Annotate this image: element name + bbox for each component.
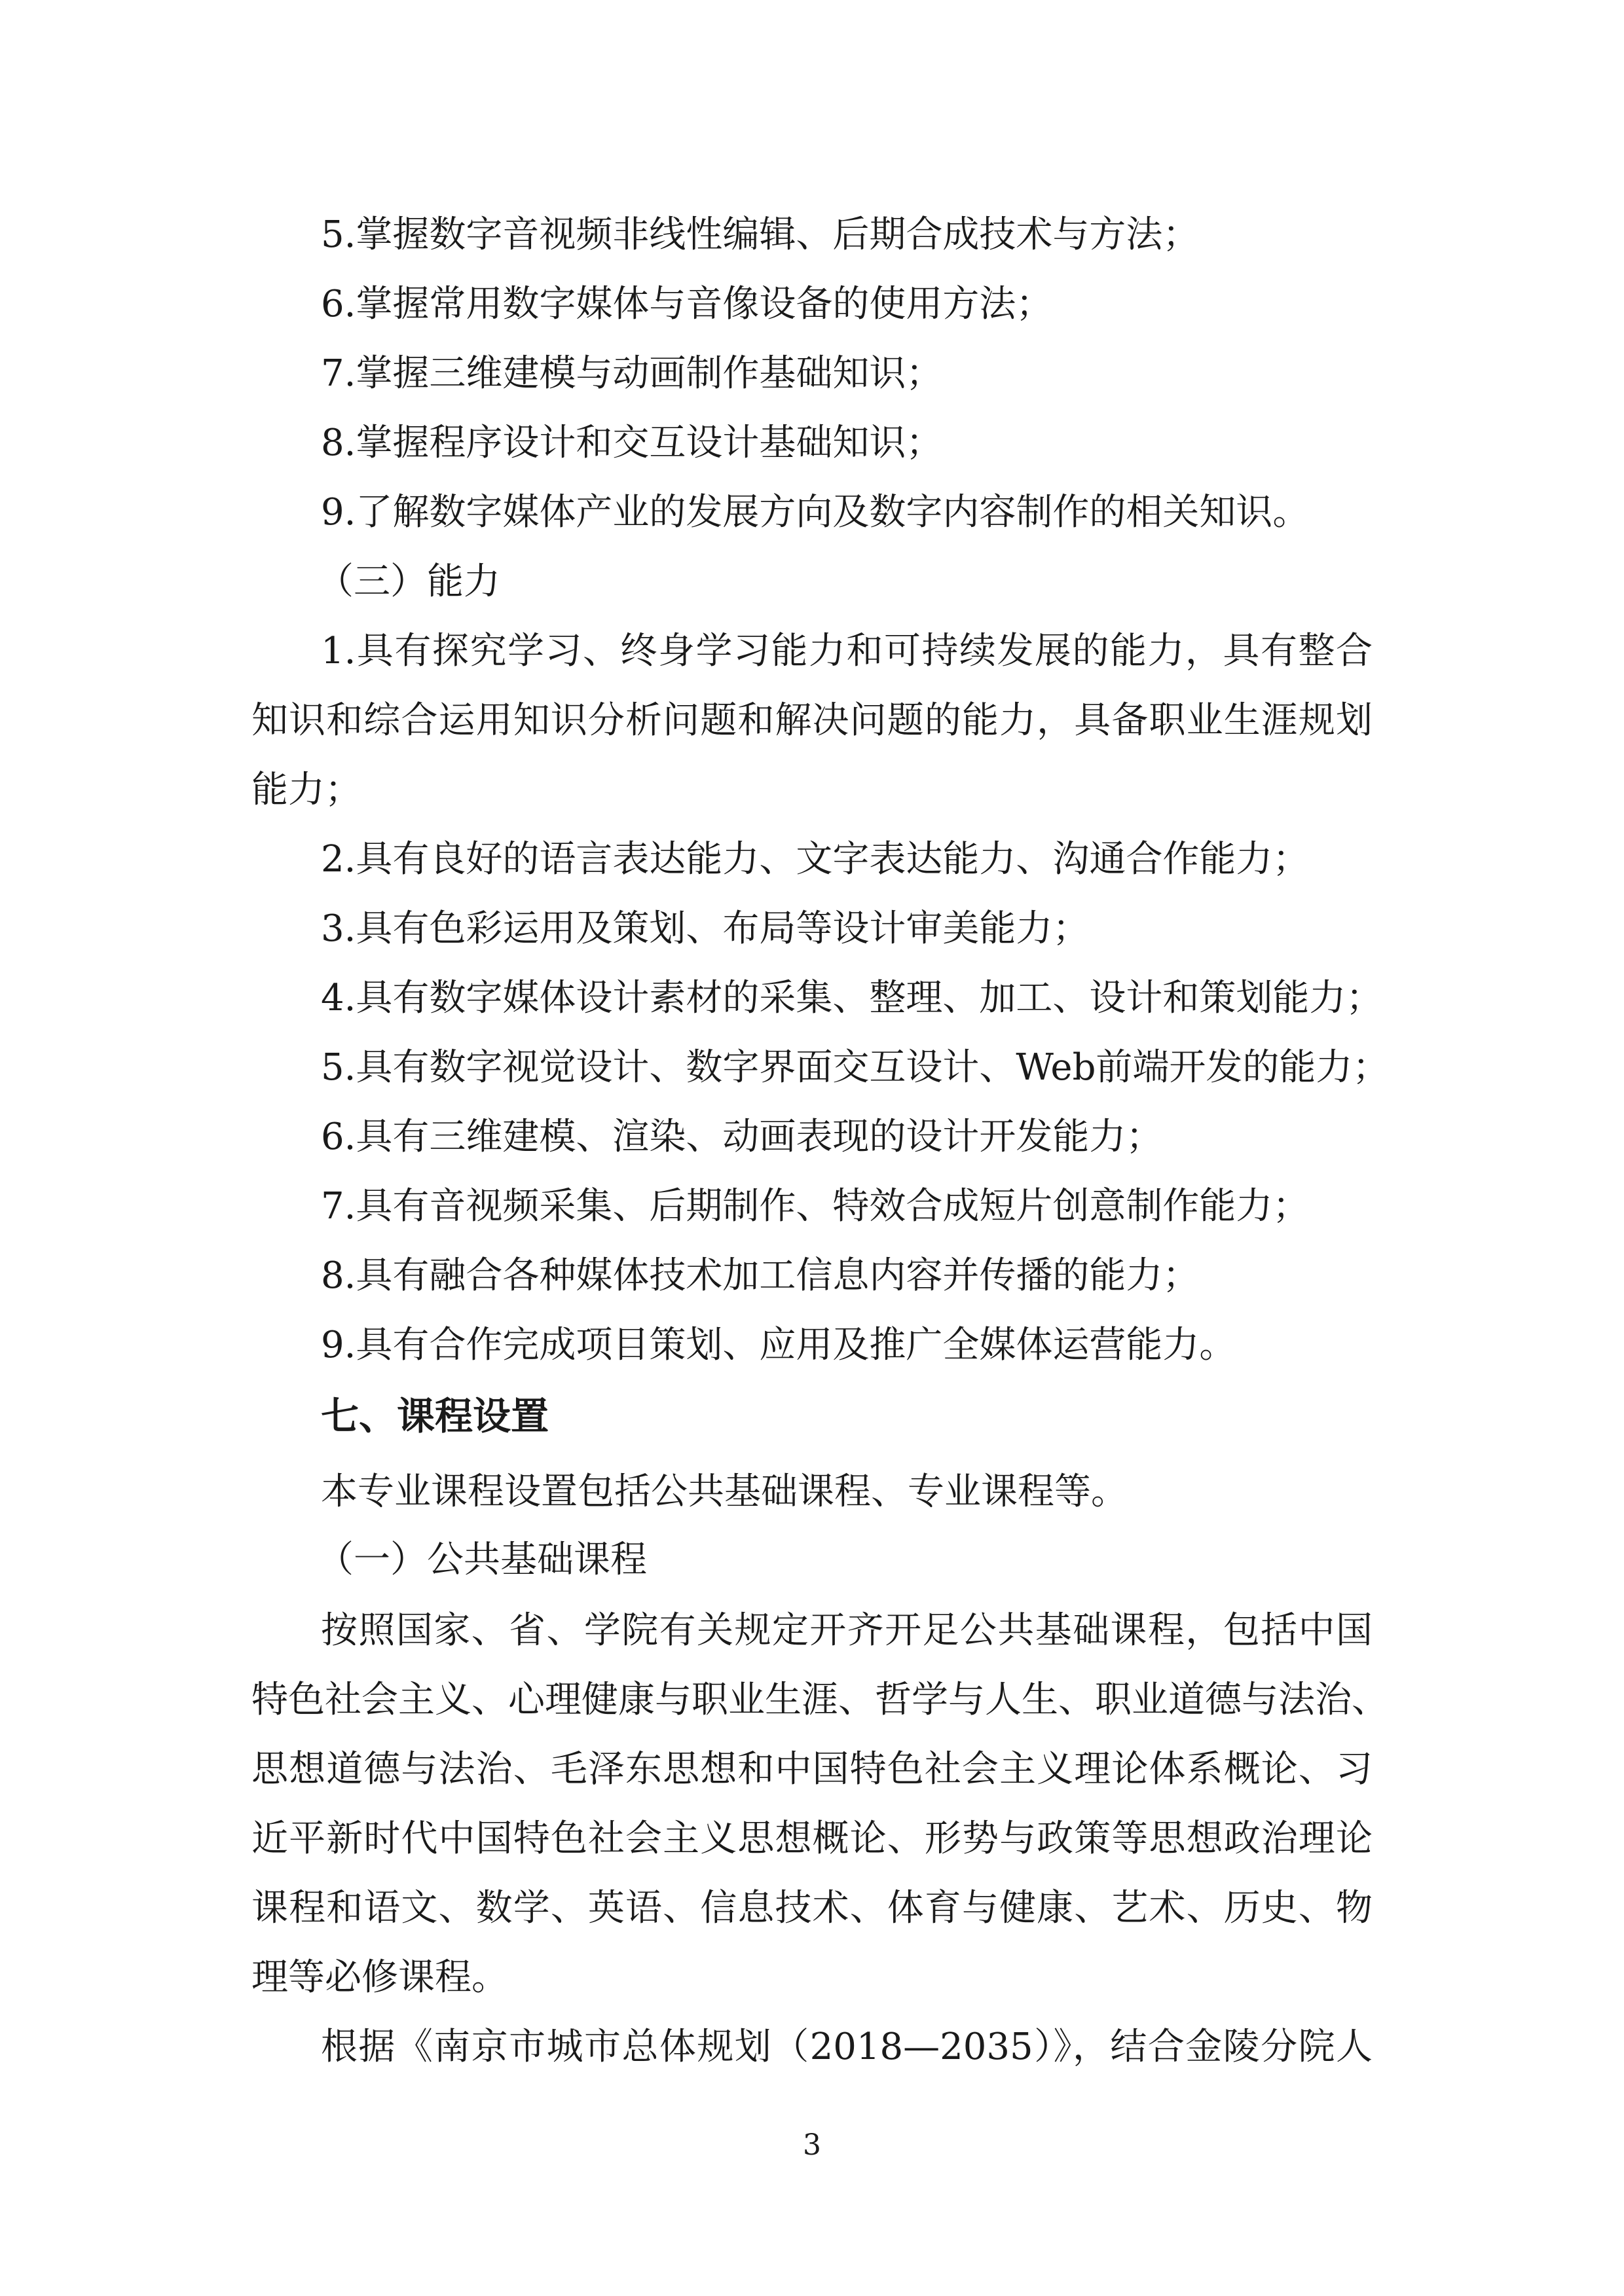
ability-item: 9.具有合作完成项目策划、应用及推广全媒体运营能力。 <box>321 1324 1236 1366</box>
ability-item-1-line-3: 能力； <box>251 769 361 811</box>
ability-item: 3.具有色彩运用及策划、布局等设计审美能力； <box>321 907 1090 950</box>
ability-item: 4.具有数字媒体设计素材的采集、整理、加工、设计和策划能力； <box>321 977 1383 1019</box>
paragraph-line: 特色社会主义、心理健康与职业生涯、哲学与人生、职业道德与法治、 <box>251 1679 1388 1721</box>
knowledge-item: 9.了解数字媒体产业的发展方向及数字内容制作的相关知识。 <box>321 491 1310 534</box>
paragraph-line: 理等必修课程。 <box>251 1956 508 1999</box>
paragraph-line: 课程和语文、数学、英语、信息技术、体育与健康、艺术、历史、物 <box>251 1887 1373 1929</box>
page-number: 3 <box>803 2128 821 2162</box>
section-heading-courses: 七、课程设置 <box>321 1394 549 1438</box>
paragraph-line: 根据《南京市城市总体规划（2018—2035）》，结合金陵分院人 <box>321 2026 1373 2068</box>
ability-item-1-line-2: 知识和综合运用知识分析问题和解决问题的能力，具备职业生涯规划 <box>251 699 1373 742</box>
knowledge-item: 6.掌握常用数字媒体与音像设备的使用方法； <box>321 283 1053 325</box>
ability-item: 8.具有融合各种媒体技术加工信息内容并传播的能力； <box>321 1254 1200 1297</box>
knowledge-item: 7.掌握三维建模与动画制作基础知识； <box>321 352 943 395</box>
ability-item-1-line-1: 1.具有探究学习、终身学习能力和可持续发展的能力，具有整合 <box>321 630 1373 672</box>
section-subheading-public-courses: （一）公共基础课程 <box>317 1539 647 1581</box>
knowledge-item: 5.掌握数字音视频非线性编辑、后期合成技术与方法； <box>321 213 1200 256</box>
paragraph-line: 思想道德与法治、毛泽东思想和中国特色社会主义理论体系概论、习 <box>251 1748 1373 1791</box>
knowledge-item: 8.掌握程序设计和交互设计基础知识； <box>321 422 943 464</box>
ability-item: 2.具有良好的语言表达能力、文字表达能力、沟通合作能力； <box>321 838 1310 881</box>
ability-item: 7.具有音视频采集、后期制作、特效合成短片创意制作能力； <box>321 1185 1310 1228</box>
ability-item: 5.具有数字视觉设计、数字界面交互设计、Web前端开发的能力； <box>321 1046 1390 1089</box>
paragraph-line: 近平新时代中国特色社会主义思想概论、形势与政策等思想政治理论 <box>251 1817 1373 1860</box>
course-intro: 本专业课程设置包括公共基础课程、专业课程等。 <box>321 1470 1128 1513</box>
ability-item: 6.具有三维建模、渲染、动画表现的设计开发能力； <box>321 1116 1163 1158</box>
paragraph-line: 按照国家、省、学院有关规定开齐开足公共基础课程，包括中国 <box>321 1609 1373 1652</box>
section-subheading-ability: （三）能力 <box>317 560 500 603</box>
